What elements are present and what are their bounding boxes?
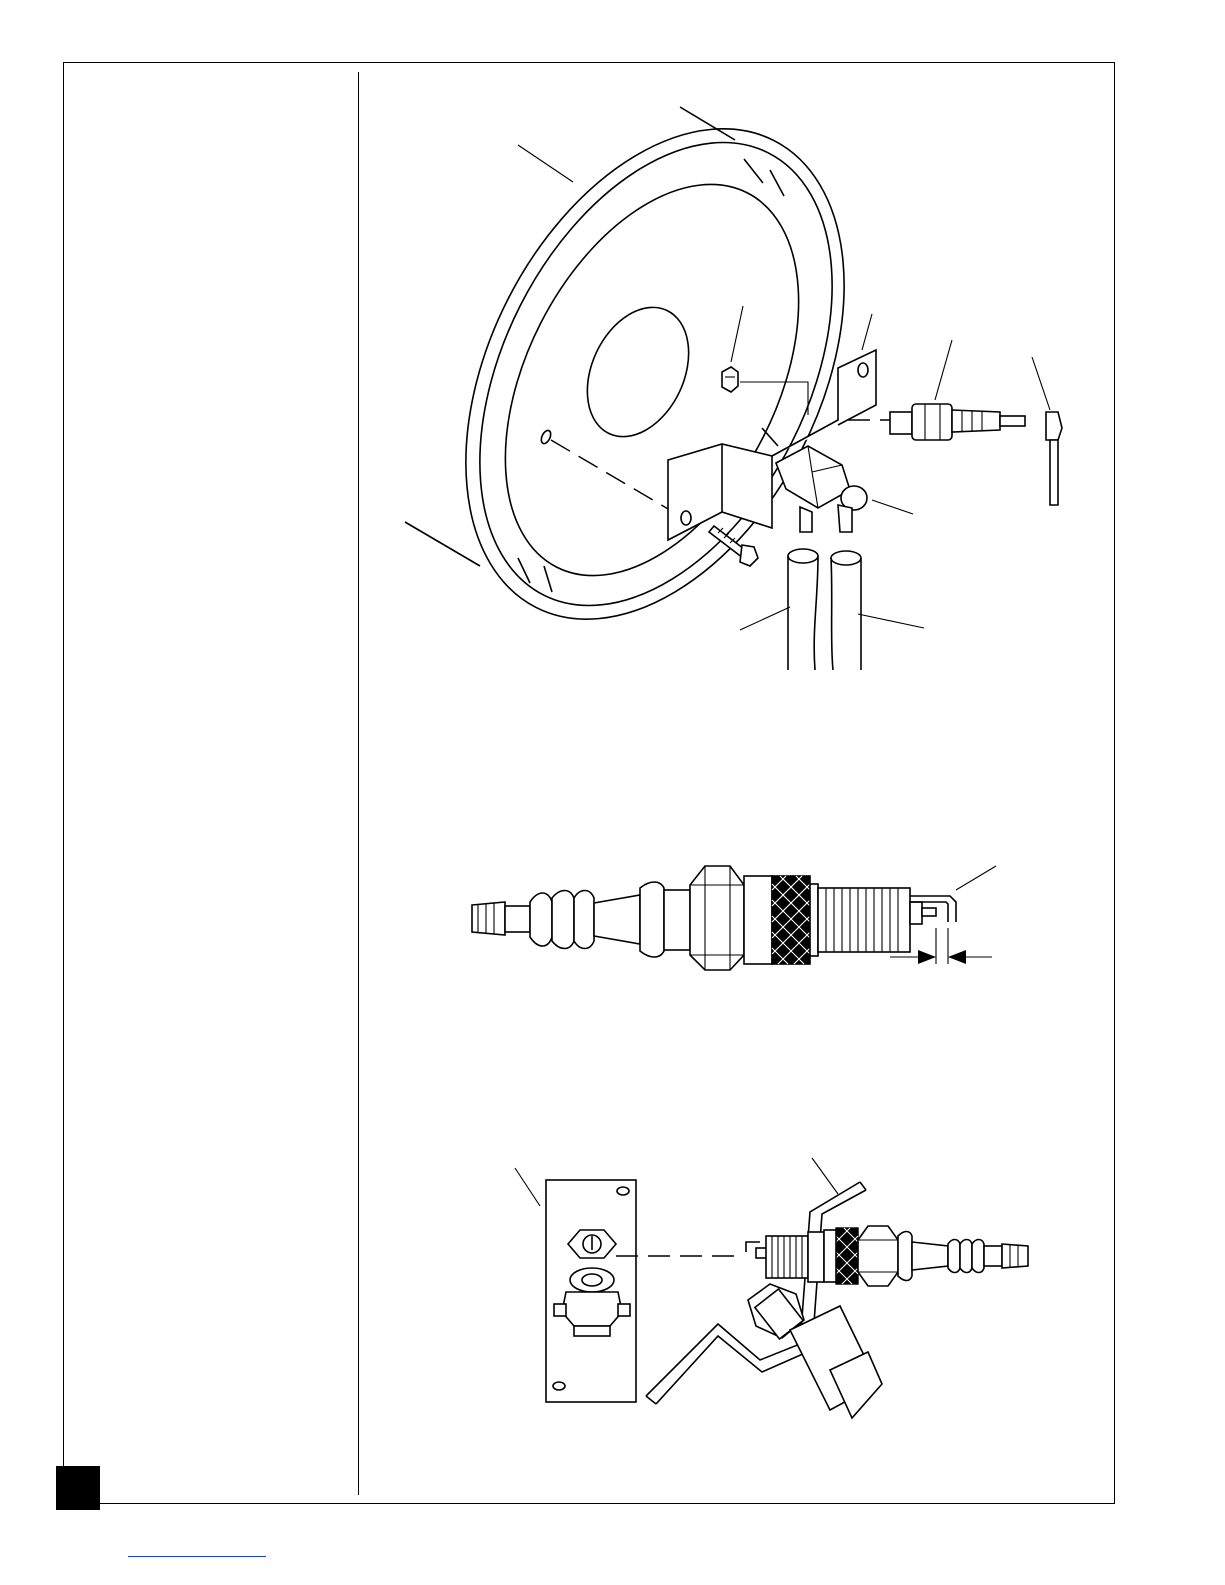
hex-nut: [722, 367, 738, 392]
plug-hex-body: [858, 1226, 898, 1286]
nozzle-cap: [570, 1268, 614, 1292]
nozzle-base: [574, 1326, 610, 1336]
plug-terminal-stem: [984, 1246, 1002, 1266]
leader-heater: [518, 145, 573, 182]
shell-flange: [824, 1230, 836, 1282]
ring-spoke: [544, 566, 552, 592]
plug-terminal-nut: [1002, 1244, 1028, 1268]
burner-center-opening: [568, 291, 709, 453]
center-electrode-base: [910, 902, 922, 924]
gap-arrow-left: [918, 950, 936, 964]
leader-nut: [731, 306, 743, 362]
insulator-rib: [574, 891, 594, 949]
insulator-rib: [948, 1240, 960, 1273]
heater-body-edge-bottom: [405, 522, 480, 566]
leader-ground-electrode: [956, 866, 996, 890]
hose-right-wall: [831, 558, 833, 670]
shell-shoulder: [810, 884, 818, 956]
alignment-line-bolt: [551, 440, 680, 516]
plug-shell: [890, 412, 912, 434]
hose-barb-left: [800, 507, 812, 532]
leader-bracket: [862, 314, 872, 350]
leader-bent-bracket: [812, 1158, 838, 1194]
insulator-body: [594, 895, 640, 944]
leader-elbow: [872, 500, 913, 514]
ring-spoke: [744, 159, 763, 183]
spark-plug-gap-figure: [472, 866, 996, 970]
center-electrode: [922, 908, 936, 916]
shell-flange: [744, 876, 772, 964]
gap-arrow-right: [948, 950, 966, 964]
bracket-tab: [772, 350, 876, 456]
plug-terminal: [1000, 416, 1025, 426]
ring-spoke: [518, 558, 530, 583]
leader-burner-plate: [515, 1168, 540, 1206]
leader-hose-right: [858, 614, 924, 628]
burner-assembly-figure: [389, 66, 1062, 683]
hose-right-end: [831, 551, 861, 565]
shell-shoulder: [808, 1232, 824, 1282]
insulator-rib: [552, 891, 574, 949]
leader-spark-plug: [935, 340, 952, 400]
ring-spoke: [762, 428, 778, 446]
insulator-flare: [898, 1232, 912, 1281]
alignment-line-nut: [740, 382, 808, 415]
nozzle-tab: [554, 1304, 566, 1316]
threaded-section: [818, 888, 910, 952]
plug-terminal-nut: [472, 902, 505, 935]
hose-left-wall: [814, 556, 818, 670]
hose-left-end: [788, 549, 818, 563]
plug-hex: [912, 404, 952, 440]
heater-body-edge-top: [680, 107, 735, 140]
ignition-wire: [1050, 440, 1058, 505]
nozzle-tab: [618, 1304, 630, 1316]
insulator-rib: [972, 1240, 984, 1273]
insulator-body: [912, 1242, 948, 1270]
spark-plug-mounting-figure: [515, 1158, 1028, 1418]
bracket-edge: [860, 1182, 866, 1190]
burner-inner-ring: [408, 84, 904, 664]
shell-collar: [664, 890, 690, 950]
insulator-rib: [530, 893, 552, 946]
hose-barb-right: [838, 505, 852, 532]
mounting-hole: [539, 429, 552, 445]
bracket-edge: [646, 1396, 656, 1404]
ring-spoke: [770, 170, 784, 196]
nozzle-body: [562, 1292, 622, 1326]
wire-clip: [1046, 412, 1062, 440]
mounting-bracket: [668, 444, 772, 540]
leader-hose-left: [740, 607, 790, 630]
insulator-rib: [960, 1240, 972, 1273]
leader-wire-clip: [1032, 357, 1050, 410]
bolt-head: [740, 545, 758, 566]
spark-plug-small: [890, 404, 1025, 440]
plug-terminal-stem: [505, 906, 530, 932]
plug-hex-body: [690, 866, 744, 970]
insulator-flare: [640, 882, 664, 957]
plug-insulator: [952, 410, 1000, 432]
